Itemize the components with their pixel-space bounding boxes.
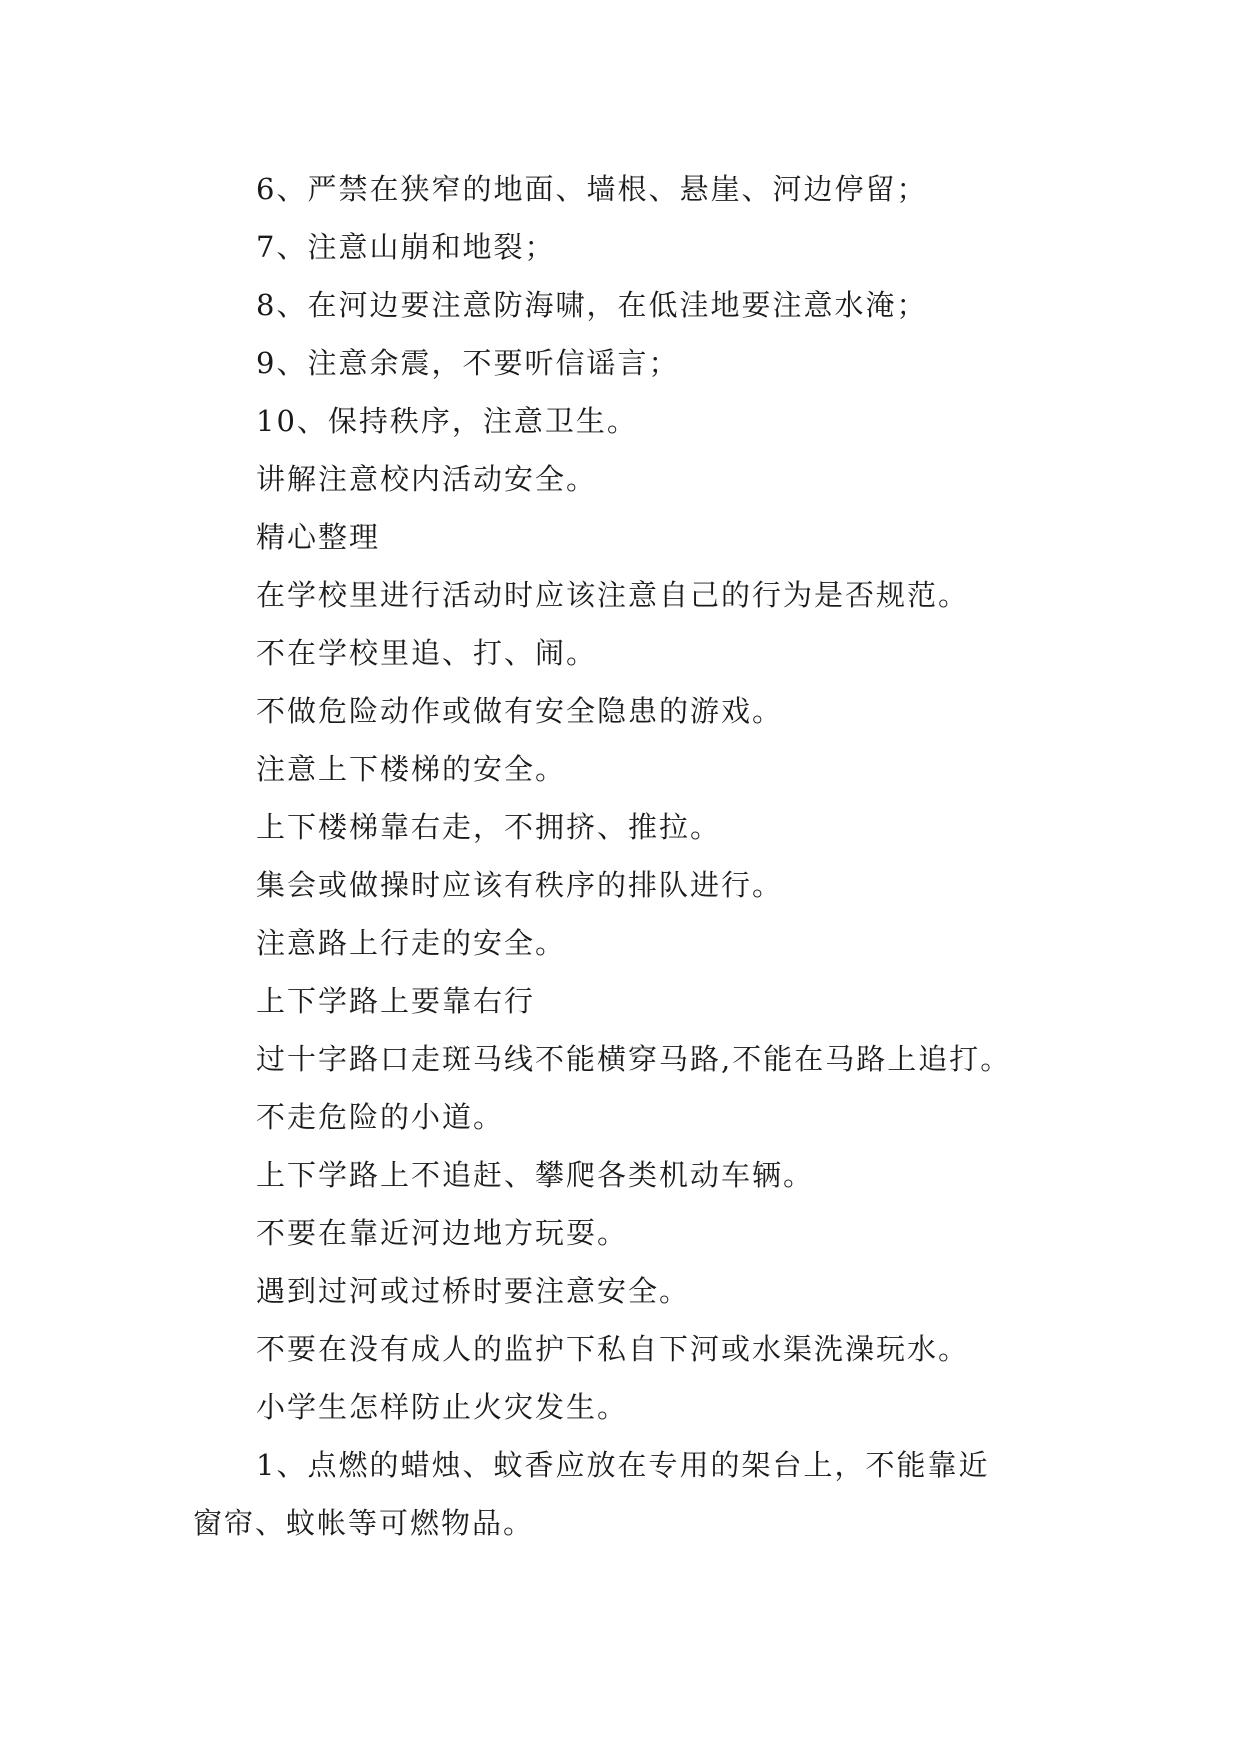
paragraph-line: 过十字路口走斑马线不能横穿马路,不能在马路上追打。 — [256, 1042, 1012, 1076]
paragraph-line-continuation: 窗帘、蚊帐等可燃物品。 — [193, 1506, 535, 1540]
paragraph-line: 1、点燃的蜡烛、蚊香应放在专用的架台上，不能靠近 — [256, 1448, 990, 1482]
paragraph-line: 小学生怎样防止火灾发生。 — [256, 1390, 629, 1424]
paragraph-line: 遇到过河或过桥时要注意安全。 — [256, 1274, 691, 1308]
paragraph-line: 注意路上行走的安全。 — [256, 926, 567, 960]
paragraph-line: 不在学校里追、打、闹。 — [256, 636, 598, 670]
paragraph-line: 不做危险动作或做有安全隐患的游戏。 — [256, 694, 784, 728]
paragraph-line: 7、注意山崩和地裂； — [256, 230, 556, 264]
paragraph-line: 在学校里进行活动时应该注意自己的行为是否规范。 — [256, 578, 970, 612]
paragraph-line: 8、在河边要注意防海啸，在低洼地要注意水淹； — [256, 288, 928, 322]
paragraph-line: 注意上下楼梯的安全。 — [256, 752, 567, 786]
paragraph-line: 不要在靠近河边地方玩耍。 — [256, 1216, 629, 1250]
paragraph-line: 讲解注意校内活动安全。 — [256, 462, 598, 496]
paragraph-line: 10、保持秩序，注意卫生。 — [256, 404, 638, 438]
document-body — [193, 160, 1053, 1552]
paragraph-line: 不走危险的小道。 — [256, 1100, 505, 1134]
paragraph-line: 集会或做操时应该有秩序的排队进行。 — [256, 868, 784, 902]
paragraph-line: 精心整理 — [256, 520, 381, 554]
paragraph-line: 上下学路上要靠右行 — [256, 984, 536, 1018]
paragraph-line: 不要在没有成人的监护下私自下河或水渠洗澡玩水。 — [256, 1332, 970, 1366]
paragraph-line: 上下学路上不追赶、攀爬各类机动车辆。 — [256, 1158, 815, 1192]
paragraph-line: 6、严禁在狭窄的地面、墙根、悬崖、河边停留； — [256, 172, 928, 206]
paragraph-line: 上下楼梯靠右走，不拥挤、推拉。 — [256, 810, 722, 844]
paragraph-line: 9、注意余震，不要听信谣言； — [256, 346, 680, 380]
